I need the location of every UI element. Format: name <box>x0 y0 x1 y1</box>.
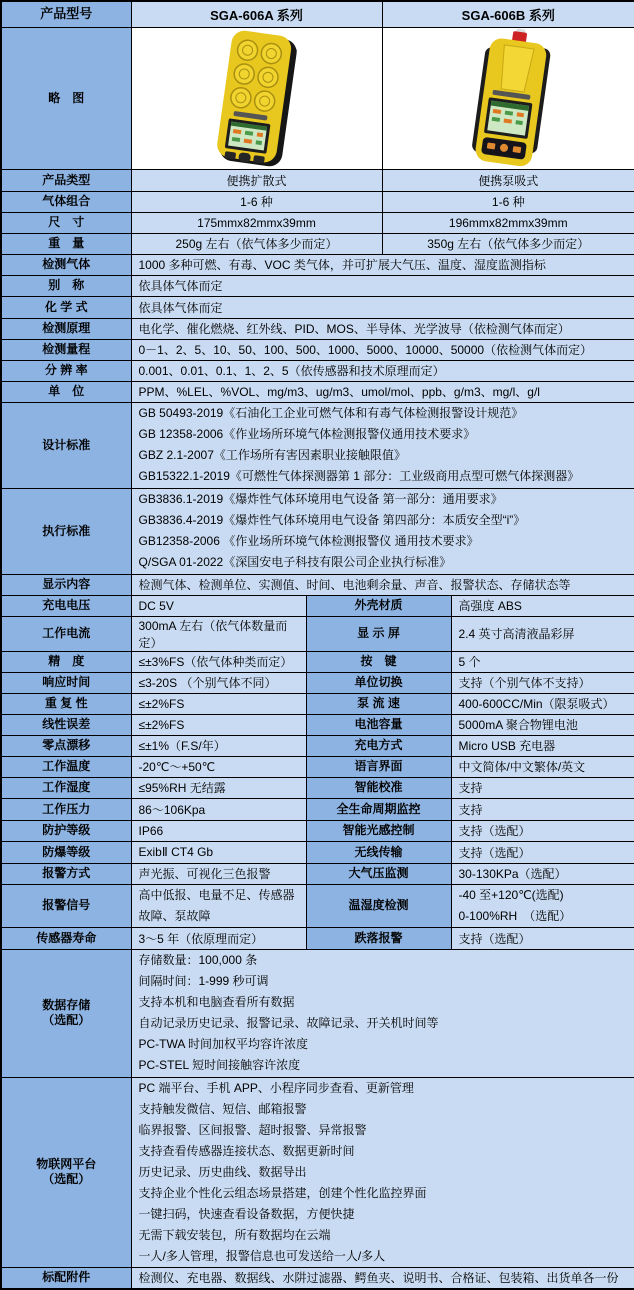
spec-value: 0－1、2、5、10、50、100、500、1000、5000、10000、50000（依检测气体而定） <box>131 339 634 360</box>
spec-value-multiline <box>131 1077 634 1267</box>
spec-label: 检测量程 <box>1 339 131 360</box>
spec-value: 中文简体/中文繁体/英文 <box>451 756 634 777</box>
spec-value-b: 便携泵吸式 <box>382 169 634 191</box>
spec-value: Micro USB 充电器 <box>451 735 634 756</box>
spec-value: 高强度 ABS <box>451 595 634 616</box>
spec-value-multiline <box>131 402 634 488</box>
value-line: 一键扫码，快速查看设备数据，方便快捷 <box>139 1204 628 1225</box>
spec-value: ≤95%RH 无结露 <box>131 777 306 798</box>
spec-label: 单 位 <box>1 381 131 402</box>
row-product-type <box>1 169 634 191</box>
row-quad-4 <box>1 693 634 714</box>
spec-label: 分 辨 率 <box>1 360 131 381</box>
spec-value-b: 196mmx82mmx39mm <box>382 212 634 233</box>
spec-value: 支持（选配） <box>451 841 634 863</box>
spec-value: 支持 <box>451 777 634 798</box>
spec-label <box>1 1077 131 1267</box>
product-image-sga-606a <box>132 28 383 168</box>
row-iot-platform <box>1 1077 634 1267</box>
spec-value-multiline <box>131 949 634 1077</box>
spec-value: -20℃～+50℃ <box>131 756 306 777</box>
spec-value: 300mA 左右（依气体数量而定） <box>131 616 306 651</box>
sketch-cell-b <box>382 27 634 169</box>
row-quad-10 <box>1 820 634 841</box>
sketch-cell-a <box>131 27 382 169</box>
spec-value: 高中低报、电量不足、传感器故障、泵故障 <box>131 884 306 927</box>
spec-value: 86～106Kpa <box>131 798 306 820</box>
spec-label: 智能校准 <box>306 777 451 798</box>
spec-label: 跌落报警 <box>306 927 451 949</box>
spec-value-a: 250g 左右（依气体多少而定） <box>131 233 382 254</box>
row-display-content <box>1 574 634 595</box>
spec-value: 1000 多种可燃、有毒、VOC 类气体，并可扩展大气压、温度、湿度监测指标 <box>131 254 634 275</box>
spec-label: 充电电压 <box>1 595 131 616</box>
spec-value: ≤±2%FS <box>131 714 306 735</box>
value-line: 支持查看传感器连接状态、数据更新时间 <box>139 1141 628 1162</box>
row-principle <box>1 318 634 339</box>
value-line: 临界报警、区间报警、超时报警、异常报警 <box>139 1120 628 1141</box>
value-line: 存储数量：100,000 条 <box>139 950 628 971</box>
spec-value: ≤±1%（F.S/年） <box>131 735 306 756</box>
row-resolution <box>1 360 634 381</box>
row-chemical-formula <box>1 296 634 318</box>
spec-value: PPM、%LEL、%VOL、mg/m3、ug/m3、umol/mol、ppb、g/m3、mg/l、g/l <box>131 381 634 402</box>
spec-value: DC 5V <box>131 595 306 616</box>
sketch-row <box>1 27 634 169</box>
spec-label: 化 学 式 <box>1 296 131 318</box>
spec-label: 外壳材质 <box>306 595 451 616</box>
standard-line: GB 12358-2006《作业场所环境气体检测报警仪通用技术要求》 <box>139 424 628 445</box>
spec-label: 显 示 屏 <box>306 616 451 651</box>
spec-label: 气体组合 <box>1 191 131 212</box>
spec-label: 执行标准 <box>1 488 131 574</box>
spec-label: 防爆等级 <box>1 841 131 863</box>
spec-label: 设计标准 <box>1 402 131 488</box>
standard-line: GB12358-2006 《作业场所环境气体检测报警仪 通用技术要求》 <box>139 531 628 552</box>
spec-value: 支持（选配） <box>451 820 634 841</box>
spec-label: 零点漂移 <box>1 735 131 756</box>
spec-value-a: 1-6 种 <box>131 191 382 212</box>
value-line: 间隔时间：1-999 秒可调 <box>139 971 628 992</box>
header-label: 产品型号 <box>1 1 131 27</box>
spec-label: 工作湿度 <box>1 777 131 798</box>
spec-value: 支持（选配） <box>451 927 634 949</box>
label-line: （选配） <box>3 1013 130 1028</box>
spec-value: 30-130KPa（选配） <box>451 863 634 884</box>
row-quad-1 <box>1 616 634 651</box>
standard-line: GB15322.1-2019《可燃性气体探测器第 1 部分：工业级商用点型可燃气体探测器》 <box>139 466 628 487</box>
spec-value-a: 便携扩散式 <box>131 169 382 191</box>
header-row <box>1 1 634 27</box>
row-weight <box>1 233 634 254</box>
standard-line: GB3836.1-2019《爆炸性气体环境用电气设备 第一部分：通用要求》 <box>139 489 628 510</box>
spec-value-b: 1-6 种 <box>382 191 634 212</box>
header-model-b: SGA-606B 系列 <box>382 1 634 27</box>
spec-label: 语言界面 <box>306 756 451 777</box>
spec-value: 依具体气体而定 <box>131 275 634 296</box>
value-line: 无需下载安装包，所有数据均在云端 <box>139 1225 628 1246</box>
spec-label: 线性误差 <box>1 714 131 735</box>
value-line: 支持本机和电脑查看所有数据 <box>139 992 628 1013</box>
spec-label: 标配附件 <box>1 1267 131 1289</box>
spec-value-multiline <box>131 488 634 574</box>
value-line: PC 端平台、手机 APP、小程序同步查看、更新管理 <box>139 1078 628 1099</box>
spec-label: 重 复 性 <box>1 693 131 714</box>
row-dimensions <box>1 212 634 233</box>
row-quad-7 <box>1 756 634 777</box>
spec-value: 检测气体、检测单位、实测值、时间、电池剩余量、声音、报警状态、存储状态等 <box>131 574 634 595</box>
row-gas-combo <box>1 191 634 212</box>
spec-value: 依具体气体而定 <box>131 296 634 318</box>
spec-label: 精 度 <box>1 651 131 672</box>
spec-label: 别 称 <box>1 275 131 296</box>
row-quad-0 <box>1 595 634 616</box>
row-alias <box>1 275 634 296</box>
spec-label: 报警方式 <box>1 863 131 884</box>
spec-value: 5000mA 聚合物锂电池 <box>451 714 634 735</box>
spec-label: 尺 寸 <box>1 212 131 233</box>
row-quad-9 <box>1 798 634 820</box>
row-quad-2 <box>1 651 634 672</box>
row-quad-5 <box>1 714 634 735</box>
spec-label: 工作压力 <box>1 798 131 820</box>
spec-label: 工作电流 <box>1 616 131 651</box>
row-alarm-signal <box>1 884 634 927</box>
row-quad-6 <box>1 735 634 756</box>
row-quad-12 <box>1 863 634 884</box>
spec-value: 400-600CC/Min（限泵吸式） <box>451 693 634 714</box>
spec-label: 按 键 <box>306 651 451 672</box>
value-line: 支持触发微信、短信、邮箱报警 <box>139 1099 628 1120</box>
spec-label: 防护等级 <box>1 820 131 841</box>
spec-label: 单位切换 <box>306 672 451 693</box>
spec-value: ≤3-20S （个别气体不同） <box>131 672 306 693</box>
header-model-a: SGA-606A 系列 <box>131 1 382 27</box>
spec-value-b: 350g 左右（依气体多少而定） <box>382 233 634 254</box>
spec-label: 大气压监测 <box>306 863 451 884</box>
spec-value: 3～5 年（依原理而定） <box>131 927 306 949</box>
row-quad-3 <box>1 672 634 693</box>
value-line: 0-100%RH （选配） <box>459 906 628 927</box>
spec-label: 充电方式 <box>306 735 451 756</box>
value-line: 历史记录、历史曲线、数据导出 <box>139 1162 628 1183</box>
spec-value: 5 个 <box>451 651 634 672</box>
standard-line: GB 50493-2019《石油化工企业可燃气体和有毒气体检测报警设计规范》 <box>139 403 628 424</box>
spec-value: 检测仪、充电器、数据线、水阱过滤器、鳄鱼夹、说明书、合格证、包装箱、出货单各一份 <box>131 1267 634 1289</box>
spec-value: 声光振、可视化三色报警 <box>131 863 306 884</box>
standard-line: Q/SGA 01-2022《深国安电子科技有限公司企业执行标准》 <box>139 552 628 573</box>
spec-value: ExibⅡ CT4 Gb <box>131 841 306 863</box>
spec-value: 支持（个别气体不支持） <box>451 672 634 693</box>
spec-label: 检测原理 <box>1 318 131 339</box>
row-units <box>1 381 634 402</box>
row-exec-standards <box>1 488 634 574</box>
product-image-sga-606b <box>383 28 634 168</box>
row-detect-gas <box>1 254 634 275</box>
spec-value: 电化学、催化燃烧、红外线、PID、MOS、半导体、光学波导（依检测气体而定） <box>131 318 634 339</box>
spec-label <box>1 949 131 1077</box>
row-sensor-life <box>1 927 634 949</box>
spec-value: IP66 <box>131 820 306 841</box>
value-line: 支持企业个性化云组态场景搭建，创建个性化监控界面 <box>139 1183 628 1204</box>
value-line: PC-TWA 时间加权平均容许浓度 <box>139 1034 628 1055</box>
spec-label: 工作温度 <box>1 756 131 777</box>
spec-label: 检测气体 <box>1 254 131 275</box>
spec-label: 传感器寿命 <box>1 927 131 949</box>
spec-value: 支持 <box>451 798 634 820</box>
label-line: （选配） <box>3 1172 130 1187</box>
spec-value-a: 175mmx82mmx39mm <box>131 212 382 233</box>
spec-label: 泵 流 速 <box>306 693 451 714</box>
sketch-label: 略 图 <box>1 27 131 169</box>
spec-value: 2.4 英寸高清液晶彩屏 <box>451 616 634 651</box>
spec-label: 显示内容 <box>1 574 131 595</box>
row-range <box>1 339 634 360</box>
label-line: 数据存储 <box>3 998 130 1013</box>
spec-value-multiline <box>451 884 634 927</box>
row-quad-11 <box>1 841 634 863</box>
row-accessories <box>1 1267 634 1289</box>
spec-label: 智能光感控制 <box>306 820 451 841</box>
row-quad-8 <box>1 777 634 798</box>
spec-label: 响应时间 <box>1 672 131 693</box>
value-line: 一人/多人管理，报警信息也可发送给一人/多人 <box>139 1246 628 1267</box>
spec-label: 电池容量 <box>306 714 451 735</box>
spec-label: 全生命周期监控 <box>306 798 451 820</box>
spec-label: 重 量 <box>1 233 131 254</box>
row-data-storage <box>1 949 634 1077</box>
spec-label: 无线传输 <box>306 841 451 863</box>
value-line: -40 至+120℃(选配) <box>459 885 628 906</box>
spec-label: 报警信号 <box>1 884 131 927</box>
standard-line: GB3836.4-2019《爆炸性气体环境用电气设备 第四部分：本质安全型“i”》 <box>139 510 628 531</box>
label-line: 物联网平台 <box>3 1157 130 1172</box>
value-line: PC-STEL 短时间接触容许浓度 <box>139 1055 628 1076</box>
spec-value: 0.001、0.01、0.1、1、2、5（依传感器和技术原理而定） <box>131 360 634 381</box>
row-design-standards <box>1 402 634 488</box>
spec-value: ≤±2%FS <box>131 693 306 714</box>
spec-value: ≤±3%FS（依气体种类而定） <box>131 651 306 672</box>
standard-line: GBZ 2.1-2007《工作场所有害因素职业接触限值》 <box>139 445 628 466</box>
value-line: 自动记录历史记录、报警记录、故障记录、开关机时间等 <box>139 1013 628 1034</box>
spec-label: 产品类型 <box>1 169 131 191</box>
spec-label: 温湿度检测 <box>306 884 451 927</box>
